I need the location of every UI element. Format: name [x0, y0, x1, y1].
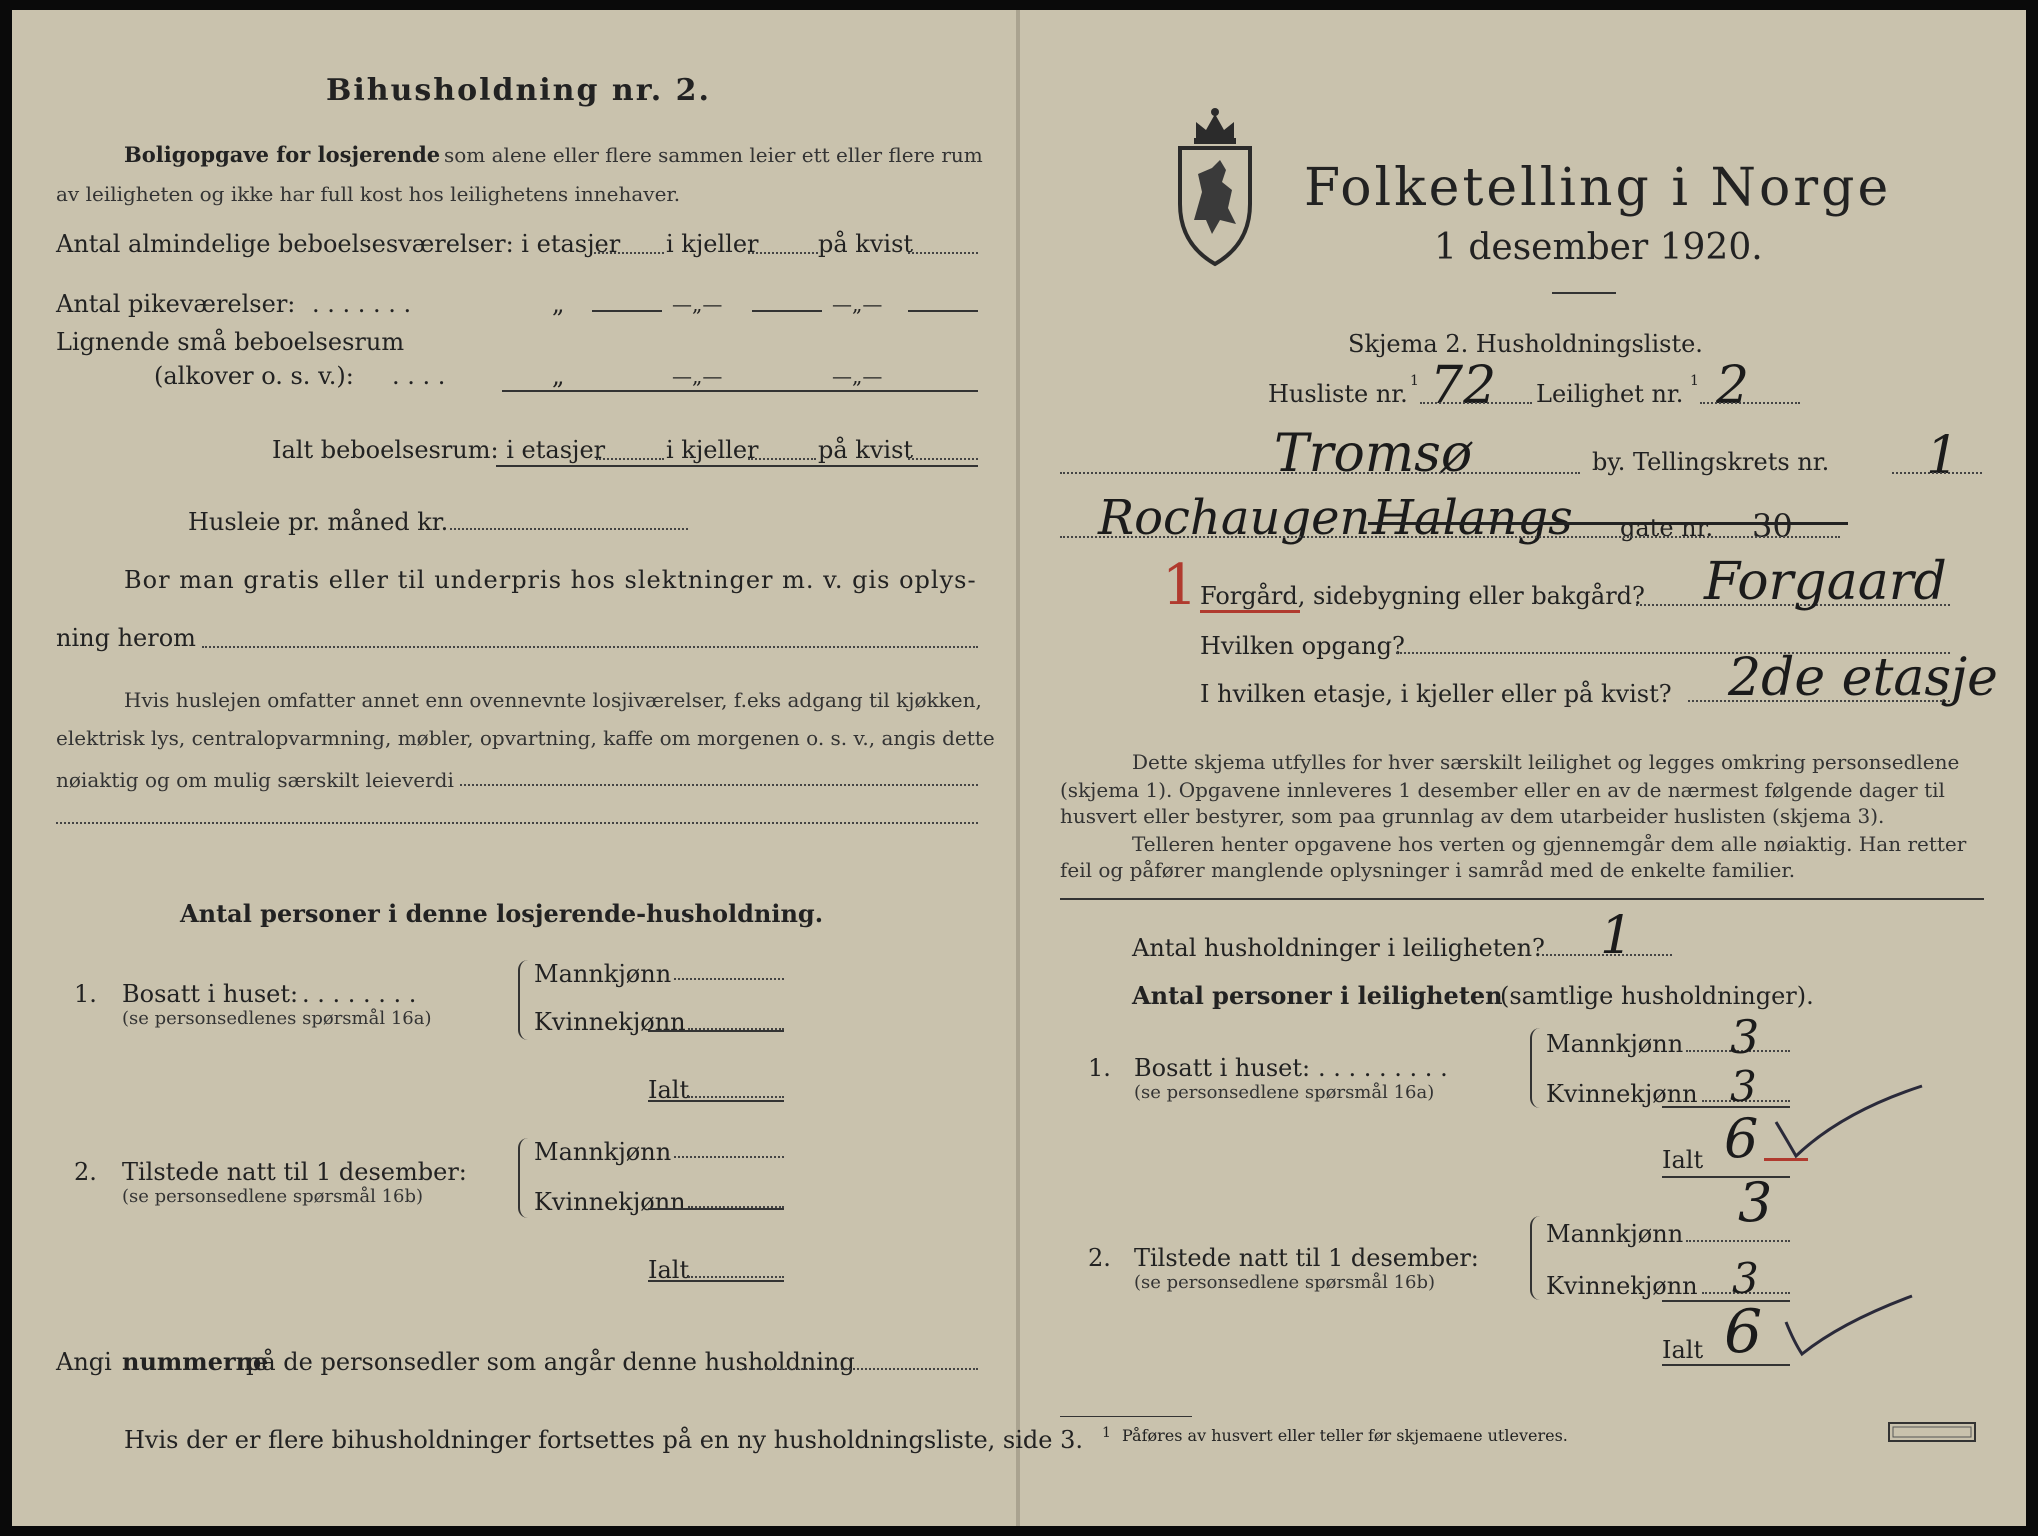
right-q1-ialt: Ialt	[1662, 1146, 1704, 1174]
left-q1-label: Bosatt i huset:	[122, 980, 299, 1008]
left-q2-ialt-line	[648, 1280, 784, 1282]
small-ditto-2: —„—	[672, 364, 723, 388]
angi-post: på de personsedler som angår denne husholdning	[246, 1348, 855, 1376]
right-q2-brace	[1530, 1216, 1542, 1300]
left-q2-mann-field[interactable]	[674, 1156, 784, 1158]
rooms-kjeller-field[interactable]	[748, 252, 818, 254]
by-label: by. Tellingskrets nr.	[1592, 448, 1830, 476]
forgard-red-underline	[1200, 610, 1300, 613]
left-q1-sub: (se personsedlenes spørsmål 16a)	[122, 1008, 432, 1029]
left-q1-dots: . . . . . . . .	[302, 980, 417, 1008]
rooms-label: Antal almindelige beboelsesværelser: i etasjer	[56, 230, 621, 258]
pike-ditto-3: —„—	[832, 292, 883, 316]
street-value[interactable]: Rochaugen	[1098, 490, 1371, 546]
left-q2-brace	[518, 1138, 530, 1218]
note-line3: nøiaktig og om mulig særskilt leieverdi	[56, 768, 454, 792]
hush-label: Antal husholdninger i leiligheten?	[1132, 934, 1545, 962]
left-q2-kvinne: Kvinnekjønn	[534, 1188, 686, 1216]
leilighet-footnote-mark: 1	[1690, 373, 1699, 389]
instr-line3: husvert eller bestyrer, som paa grunnlag av dem utarbeider huslisten (skjema 3).	[1060, 804, 1885, 828]
gratis-line2: ning herom	[56, 624, 196, 652]
red-mark: 1	[1162, 553, 1198, 618]
ialt-underline	[496, 465, 978, 467]
form-date: 1 desember 1920.	[1434, 227, 1763, 268]
husliste-value[interactable]: 72	[1430, 356, 1497, 416]
street-struck-value: Halangs	[1372, 490, 1573, 546]
rooms-etasjer-field[interactable]	[594, 252, 664, 254]
hush-value[interactable]: 1	[1600, 906, 1634, 966]
pike-line-1[interactable]	[592, 310, 662, 312]
right-q1-mann-value[interactable]: 3	[1730, 1010, 1760, 1064]
city-value[interactable]: Tromsø	[1274, 424, 1473, 484]
left-q1-mann-field[interactable]	[674, 978, 784, 980]
right-q1-label: Bosatt i huset:	[1134, 1054, 1311, 1082]
intro-rest: som alene eller flere sammen leier ett eller flere rum	[444, 143, 983, 167]
angi-bold: nummerne	[122, 1347, 269, 1376]
left-footer: Hvis der er flere bihusholdninger fortsettes på en ny husholdningsliste, side 3.	[124, 1426, 1084, 1454]
left-q2-mann: Mannkjønn	[534, 1138, 672, 1166]
right-q2-mann-value[interactable]: 3	[1738, 1171, 1773, 1234]
small-sub: (alkover o. s. v.):	[154, 362, 354, 390]
hush-field	[1542, 954, 1672, 956]
right-q2-kvinne-value[interactable]: 3	[1732, 1254, 1759, 1303]
angi-pre: Angi	[56, 1348, 112, 1376]
husliste-field	[1420, 402, 1532, 404]
right-q2-check-icon	[1782, 1292, 1922, 1362]
right-q2-sub: (se personsedlene spørsmål 16b)	[1134, 1272, 1436, 1293]
instr-line4: Telleren henter opgavene hos verten og gjennemgår dem alle nøiaktig. Han retter	[1132, 832, 1967, 856]
right-q2-kvinne: Kvinnekjønn	[1546, 1272, 1698, 1300]
rooms-kvist-label: på kvist	[818, 230, 914, 258]
right-persons-bold: Antal personer i leiligheten	[1132, 981, 1503, 1010]
left-persons-heading: Antal personer i denne losjerende-husholdning.	[180, 899, 824, 928]
small-label: Lignende små beboelsesrum	[56, 328, 405, 356]
left-q1-ialt-field[interactable]	[688, 1096, 784, 1098]
ialt-rooms-label: Ialt beboelsesrum: i etasjer	[272, 436, 606, 464]
right-q2-ialt-value[interactable]: 6	[1724, 1297, 1763, 1367]
page-fold	[1016, 10, 1020, 1526]
right-q1-sub: (se personsedlene spørsmål 16a)	[1134, 1082, 1435, 1103]
small-ditto-3: —„—	[832, 364, 883, 388]
pike-ditto: „	[552, 290, 565, 318]
husliste-label: Husliste nr.	[1268, 380, 1408, 408]
gratis-line1: Bor man gratis eller til underpris hos slektninger m. v. gis oplys-	[124, 566, 977, 594]
instr-line5: feil og påfører manglende oplysninger i samråd med de enkelte familier.	[1060, 858, 1796, 882]
note-line2: elektrisk lys, centralopvarmning, møbler, opvartning, kaffe om morgenen o. s. v., angis dette	[56, 726, 995, 750]
right-q2-mann: Mannkjønn	[1546, 1220, 1684, 1248]
small-ditto: „	[552, 362, 565, 390]
pike-ditto-2: —„—	[672, 292, 723, 316]
left-q1-mann: Mannkjønn	[534, 960, 672, 988]
right-q2-ialt-line	[1662, 1364, 1790, 1366]
city-field	[1060, 472, 1580, 474]
right-q1-mann: Mannkjønn	[1546, 1030, 1684, 1058]
small-underline	[502, 390, 978, 392]
form-title: Folketelling i Norge	[1304, 158, 1892, 218]
footnote-num: 1	[1102, 1425, 1111, 1441]
intro-line2: av leiligheten og ikke har full kost hos leilighetens innehaver.	[56, 182, 681, 206]
rooms-kjeller-label: i kjeller	[666, 230, 759, 258]
street-field	[1060, 536, 1840, 538]
rent-label: Husleie pr. måned kr.	[188, 508, 449, 536]
census-form-sheet	[12, 10, 2026, 1526]
pike-line-2[interactable]	[752, 310, 822, 312]
left-q1-kvinne: Kvinnekjønn	[534, 1008, 686, 1036]
note-field[interactable]	[460, 784, 978, 786]
schema-label: Skjema 2. Husholdningsliste.	[1348, 330, 1703, 358]
right-q2-label: Tilstede natt til 1 desember:	[1134, 1244, 1479, 1272]
gate-nr-struck: 30	[1752, 507, 1793, 545]
left-q1-ialt: Ialt	[648, 1076, 690, 1104]
note-field-2[interactable]	[56, 822, 978, 824]
pike-dots: . . . . . . .	[312, 290, 412, 318]
left-q2-ialt-field[interactable]	[688, 1276, 784, 1278]
left-q1-brace	[518, 960, 530, 1040]
forgard-value[interactable]: Forgaard	[1704, 552, 1947, 612]
ialt-kjeller-label: i kjeller	[666, 436, 759, 464]
rent-field[interactable]	[450, 528, 688, 530]
left-q2-sub: (se personsedlene spørsmål 16b)	[122, 1186, 424, 1207]
ialt-kvist-label: på kvist	[818, 436, 914, 464]
forgard-label: Forgård, sidebygning eller bakgård?	[1200, 582, 1645, 610]
note-line1: Hvis huslejen omfatter annet enn ovennevnte losjiværelser, f.eks adgang til kjøkken,	[124, 688, 982, 712]
right-q1-kvinne-value[interactable]: 3	[1730, 1062, 1757, 1111]
left-q2-ialt: Ialt	[648, 1256, 690, 1284]
right-q1-dots: . . . . . . . . .	[1318, 1054, 1448, 1082]
footnote-text: Påføres av husvert eller teller før skjemaene utleveres.	[1122, 1426, 1568, 1445]
right-q1-check-icon	[1772, 1082, 1932, 1162]
right-persons-rest: (samtlige husholdninger).	[1500, 982, 1814, 1010]
left-q1-ialt-line	[648, 1100, 784, 1102]
etasje-label: I hvilken etasje, i kjeller eller på kvist?	[1200, 680, 1672, 708]
left-title: Bihusholdning nr. 2.	[326, 73, 711, 108]
instr-rule	[1060, 898, 1984, 900]
intro-bold: Boligopgave for losjerende	[124, 142, 441, 167]
right-q2-num: 2.	[1088, 1244, 1111, 1272]
right-q1-ialt-value[interactable]: 6	[1724, 1107, 1759, 1170]
krets-field	[1892, 472, 1982, 474]
left-q1-sum-line	[648, 1030, 784, 1032]
leilighet-field	[1700, 402, 1800, 404]
ialt-etasjer-field[interactable]	[596, 458, 664, 460]
right-q1-kvinne: Kvinnekjønn	[1546, 1080, 1698, 1108]
krets-value[interactable]: 1	[1926, 426, 1960, 486]
right-q2-ialt: Ialt	[1662, 1336, 1704, 1364]
rooms-kvist-field[interactable]	[908, 252, 978, 254]
gate-label: gate nr.	[1620, 514, 1714, 542]
opgang-label: Hvilken opgang?	[1200, 632, 1405, 660]
pike-label: Antal pikeværelser:	[56, 290, 296, 318]
instr-line1: Dette skjema utfylles for hver særskilt leilighet og legges omkring personsedlene	[1132, 750, 1960, 774]
ialt-kjeller-field[interactable]	[748, 458, 816, 460]
etasje-value[interactable]: 2de etasje	[1728, 648, 1998, 708]
leilighet-value[interactable]: 2	[1716, 356, 1750, 416]
left-q2-num: 2.	[74, 1158, 97, 1186]
ialt-kvist-field[interactable]	[908, 458, 978, 460]
right-q1-num: 1.	[1088, 1054, 1111, 1082]
pike-line-3[interactable]	[908, 310, 978, 312]
left-q2-label: Tilstede natt til 1 desember:	[122, 1158, 467, 1186]
left-q1-num: 1.	[74, 980, 97, 1008]
printer-stamp-icon	[1888, 1422, 1976, 1442]
right-q2-mann-field	[1686, 1240, 1790, 1242]
gratis-field[interactable]	[202, 646, 978, 648]
angi-field[interactable]	[742, 1368, 978, 1370]
instr-line2: (skjema 1). Opgavene innleveres 1 desember eller en av de nærmest følgende dager til	[1060, 778, 1945, 802]
coat-of-arms-icon	[1172, 108, 1258, 268]
leilighet-label: Leilighet nr.	[1536, 380, 1684, 408]
right-q1-brace	[1530, 1028, 1542, 1108]
footnote-rule	[1060, 1416, 1192, 1417]
small-dots: . . . .	[392, 362, 446, 390]
left-q2-sum-line	[648, 1208, 784, 1210]
husliste-footnote-mark: 1	[1410, 373, 1419, 389]
title-rule	[1552, 292, 1616, 294]
